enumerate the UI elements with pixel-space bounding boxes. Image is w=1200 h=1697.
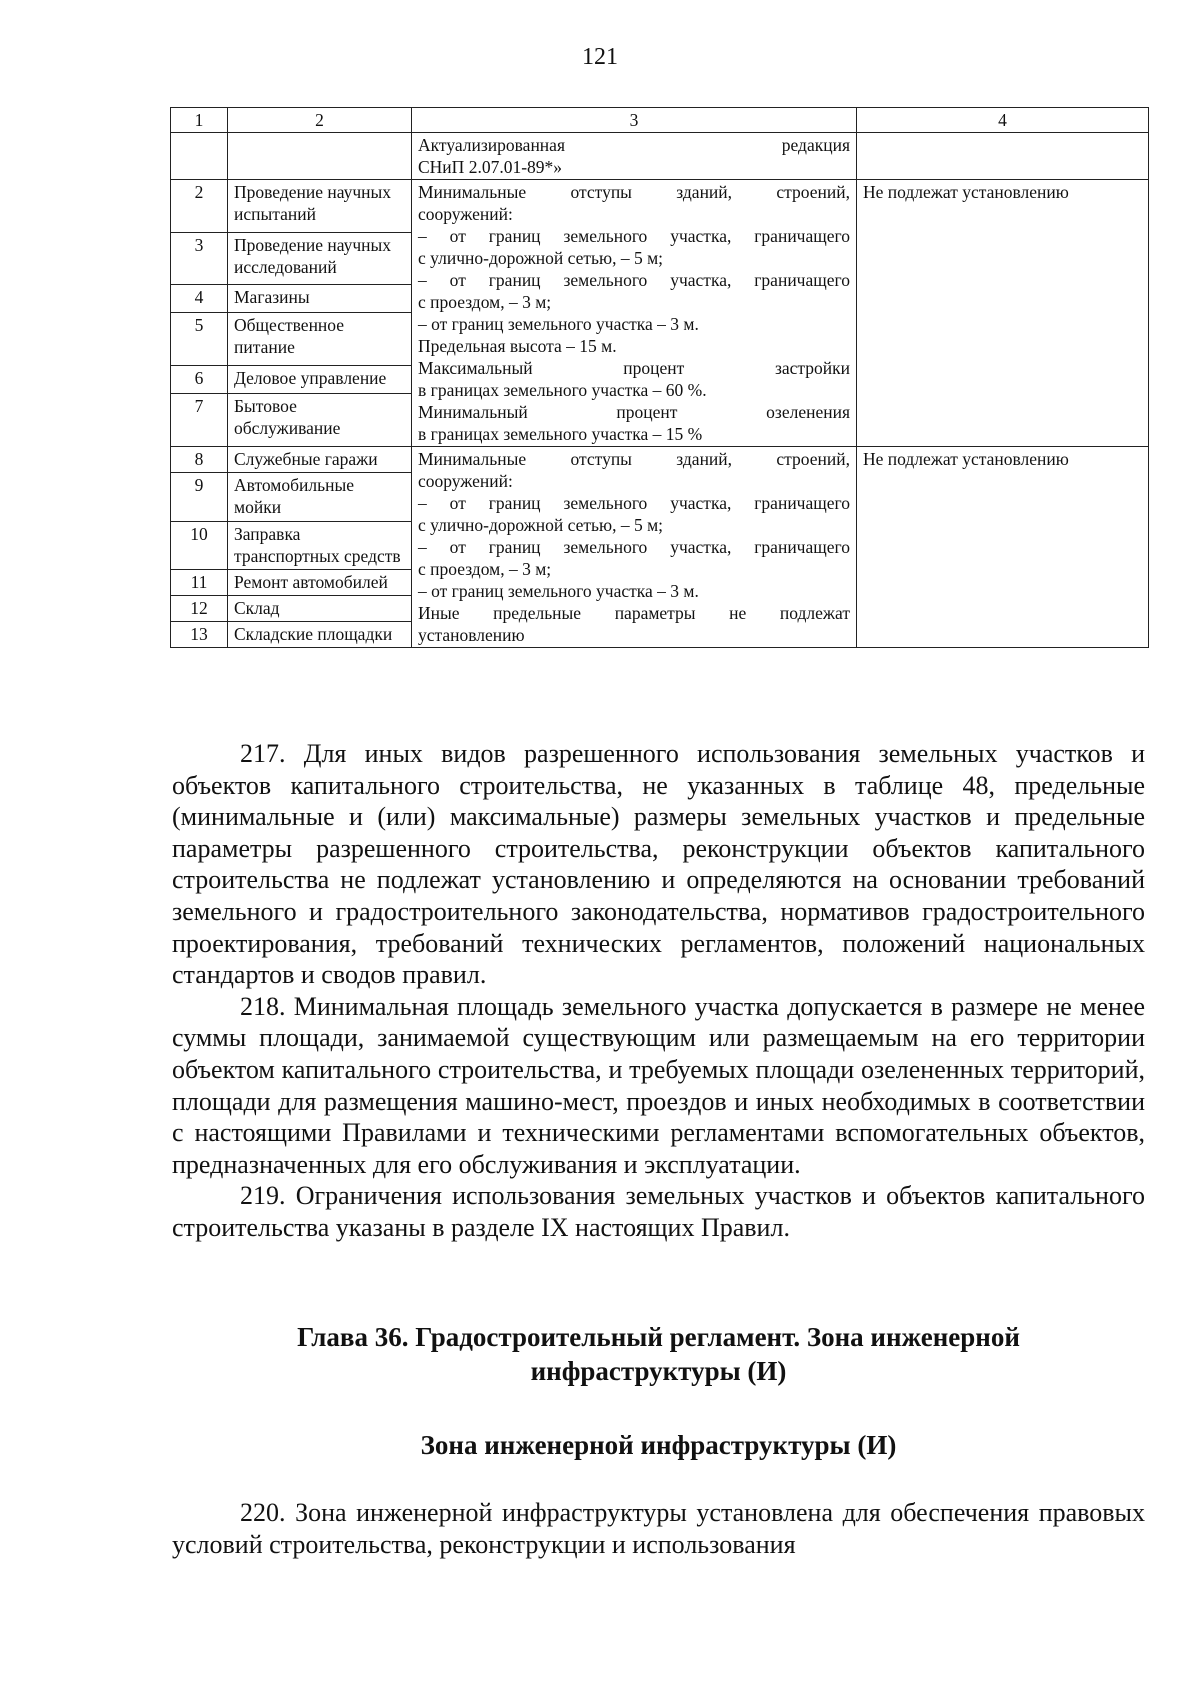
use-type-name: Общественное питание bbox=[228, 313, 412, 366]
header-cell: 4 bbox=[857, 108, 1149, 133]
chapter-heading-line: инфраструктуры (И) bbox=[530, 1356, 787, 1386]
body-text bbox=[172, 738, 1145, 1244]
regulations-table bbox=[170, 107, 1149, 648]
header-cell: 1 bbox=[171, 108, 228, 133]
row-number: 10 bbox=[171, 521, 228, 570]
table-row bbox=[171, 447, 1149, 473]
paragraph-220: 220. Зона инженерной инфраструктуры установлена для обеспечения правовых условий строительства, реконструкции и использования bbox=[172, 1498, 1145, 1559]
use-type-name: Магазины bbox=[228, 285, 412, 313]
paragraph-217: 217. Для иных видов разрешенного использования земельных участков и объектов капитального строительства, не указанных в таблице 48, предельные (минимальные и (или) максимальные) размеры земельных участков и предельные параметры разрешенного строительства, реконструкции объектов капитального строительства не подлежат установлению и определяются на основании требований земельного и градостроительного законодательства, нормативов градостроительного проектирования, требований технических регламентов, положений национальных стандартов и сводов правил. bbox=[172, 739, 1145, 990]
use-type-name: Склад bbox=[228, 596, 412, 622]
row-number: 11 bbox=[171, 570, 228, 596]
zone-heading: Зона инженерной инфраструктуры (И) bbox=[420, 1430, 897, 1460]
table-header-row bbox=[171, 108, 1149, 133]
row-number: 9 bbox=[171, 472, 228, 521]
row-number: 5 bbox=[171, 313, 228, 366]
use-type-name: Заправка транспортных средств bbox=[228, 521, 412, 570]
page-number: 121 bbox=[582, 44, 618, 70]
row-number: 4 bbox=[171, 285, 228, 313]
use-type-name: Ремонт автомобилей bbox=[228, 570, 412, 596]
row-number: 13 bbox=[171, 622, 228, 648]
paragraph-218: 218. Минимальная площадь земельного участка допускается в размере не менее суммы площади, занимаемой существующим или размещаемым на его территории объектом капитального строительства, и требуемых площади озелененных территорий, площади для размещения машино-мест, проездов и иных необходимых в соответствии с настоящими Правилами и техническими регламентами вспомогательных объектов, предназначенных для его обслуживания и эксплуатации. bbox=[172, 991, 1145, 1179]
chapter-heading-line: Глава 36. Градостроительный регламент. Зона инженерной bbox=[297, 1322, 1020, 1352]
use-type-name: Автомобильные мойки bbox=[228, 472, 412, 521]
limits-cell: Не подлежат установлению bbox=[857, 180, 1149, 447]
row-number: 8 bbox=[171, 447, 228, 473]
header-cell: 2 bbox=[228, 108, 412, 133]
header-cell: 3 bbox=[412, 108, 857, 133]
use-type-name: Бытовое обслуживание bbox=[228, 394, 412, 447]
row-number: 12 bbox=[171, 596, 228, 622]
limits-cell: Не подлежат установлению bbox=[857, 447, 1149, 648]
use-type-name: Проведение научных испытаний bbox=[228, 180, 412, 233]
table-row bbox=[171, 133, 1149, 180]
row-number: 7 bbox=[171, 394, 228, 447]
params-cell: Минимальные отступы зданий, строений, сооружений: – от границ земельного участка, граничащего с улично-дорожной сетью, – 5 м; – от границ земельного участка, граничащего с проездом, – 3 м; – от границ земельного участка – 3 м. Иные предельные параметры не подлежат установлению bbox=[412, 447, 857, 648]
use-type-name: Деловое управление bbox=[228, 366, 412, 394]
use-type-name: Служебные гаражи bbox=[228, 447, 412, 473]
row-number: 2 bbox=[171, 180, 228, 233]
row-number: 3 bbox=[171, 232, 228, 285]
params-cell: Актуализированная редакция СНиП 2.07.01-89*» bbox=[412, 133, 857, 180]
use-type-name: Складские площадки bbox=[228, 622, 412, 648]
params-cell: Минимальные отступы зданий, строений, сооружений: – от границ земельного участка, граничащего с улично-дорожной сетью, – 5 м; – от границ земельного участка, граничащего с проездом, – 3 м; – от границ земельного участка – 3 м. Предельная высота – 15 м. Максимальный процент застройки в границах земельного участка – 60 %. Минимальный процент озеленения в границах земельного участка – 15 % bbox=[412, 180, 857, 447]
chapter-heading bbox=[172, 1320, 1145, 1388]
paragraph-219: 219. Ограничения использования земельных участков и объектов капитального строительства указаны в разделе IX настоящих Правил. bbox=[172, 1181, 1145, 1242]
use-type-name: Проведение научных исследований bbox=[228, 232, 412, 285]
table-row bbox=[171, 180, 1149, 233]
row-number: 6 bbox=[171, 366, 228, 394]
body-text-continued bbox=[172, 1497, 1145, 1560]
